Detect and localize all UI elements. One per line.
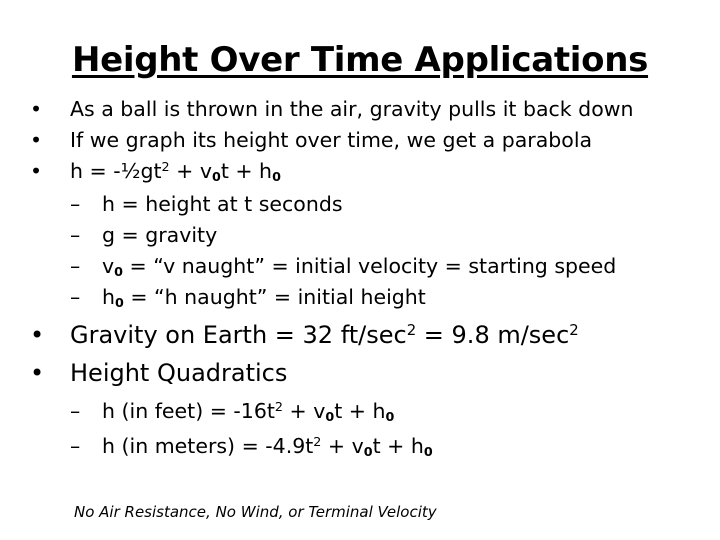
sub-bullet-v0-definition	[70, 254, 616, 278]
formula-part: t + h	[220, 159, 273, 183]
exponent: 2	[569, 320, 579, 339]
bullet-text: As a ball is thrown in the air, gravity pulls it back down	[70, 97, 634, 121]
formula-part: t + h	[334, 399, 386, 423]
exponent: 2	[406, 320, 417, 339]
bullet-graph-parabola	[30, 128, 592, 152]
sub-bullet-h0-definition	[70, 285, 426, 309]
formula-part: = “v naught” = initial velocity = starting speed	[122, 254, 617, 278]
formula-part: h = -½gt	[70, 159, 162, 183]
subscript: 0	[115, 295, 124, 311]
bullet-dot: •	[30, 359, 45, 387]
formula-part: v	[102, 254, 115, 278]
sub-bullet-text: g = gravity	[102, 223, 218, 247]
formula-part: t + h	[372, 434, 424, 458]
sub-bullet-feet-formula	[70, 399, 394, 423]
dash-marker: –	[70, 399, 81, 423]
formula-part: = 9.8 m/sec	[416, 321, 570, 349]
bullet-height-quadratics	[30, 359, 287, 387]
bullet-dot: •	[30, 97, 43, 121]
formula-part: h	[102, 285, 115, 309]
formula-part: h (in feet) = -16t	[102, 399, 275, 423]
subscript: 0	[423, 444, 433, 460]
sub-bullet-text: h = height at t seconds	[102, 192, 343, 216]
formula-part: = “h naught” = initial height	[123, 285, 426, 309]
sub-bullet-g-definition	[70, 223, 217, 247]
footnote: No Air Resistance, No Wind, or Terminal Velocity	[74, 503, 437, 521]
subscript: 0	[385, 409, 395, 425]
dash-marker: –	[70, 285, 81, 309]
subscript: 0	[114, 264, 123, 280]
bullet-dot: •	[30, 128, 43, 152]
bullet-gravity-earth	[30, 321, 579, 349]
exponent: 2	[274, 399, 284, 415]
bullet-dot: •	[30, 321, 45, 349]
bullet-text: Height Quadratics	[70, 359, 288, 387]
subscript: 0	[325, 409, 335, 425]
bullet-ball-thrown	[30, 97, 634, 121]
formula-part: + v	[169, 159, 212, 183]
dash-marker: –	[70, 223, 81, 247]
formula-part: + v	[283, 399, 326, 423]
dash-marker: –	[70, 192, 81, 216]
slide-title: Height Over Time Applications	[71, 40, 649, 80]
subscript: 0	[363, 444, 373, 460]
sub-bullet-h-definition	[70, 192, 343, 216]
bullet-height-formula	[30, 159, 281, 183]
exponent: 2	[161, 159, 170, 175]
bullet-dot: •	[30, 159, 43, 183]
bullet-text: If we graph its height over time, we get a parabola	[70, 128, 593, 152]
formula-part: + v	[321, 434, 364, 458]
formula-part: h (in meters) = -4.9t	[102, 434, 314, 458]
subscript: 0	[272, 169, 281, 185]
formula-part: Gravity on Earth = 32 ft/sec	[70, 321, 407, 349]
exponent: 2	[313, 434, 322, 450]
sub-bullet-meters-formula	[70, 434, 433, 458]
subscript: 0	[211, 169, 221, 185]
dash-marker: –	[70, 434, 81, 458]
dash-marker: –	[70, 254, 81, 278]
